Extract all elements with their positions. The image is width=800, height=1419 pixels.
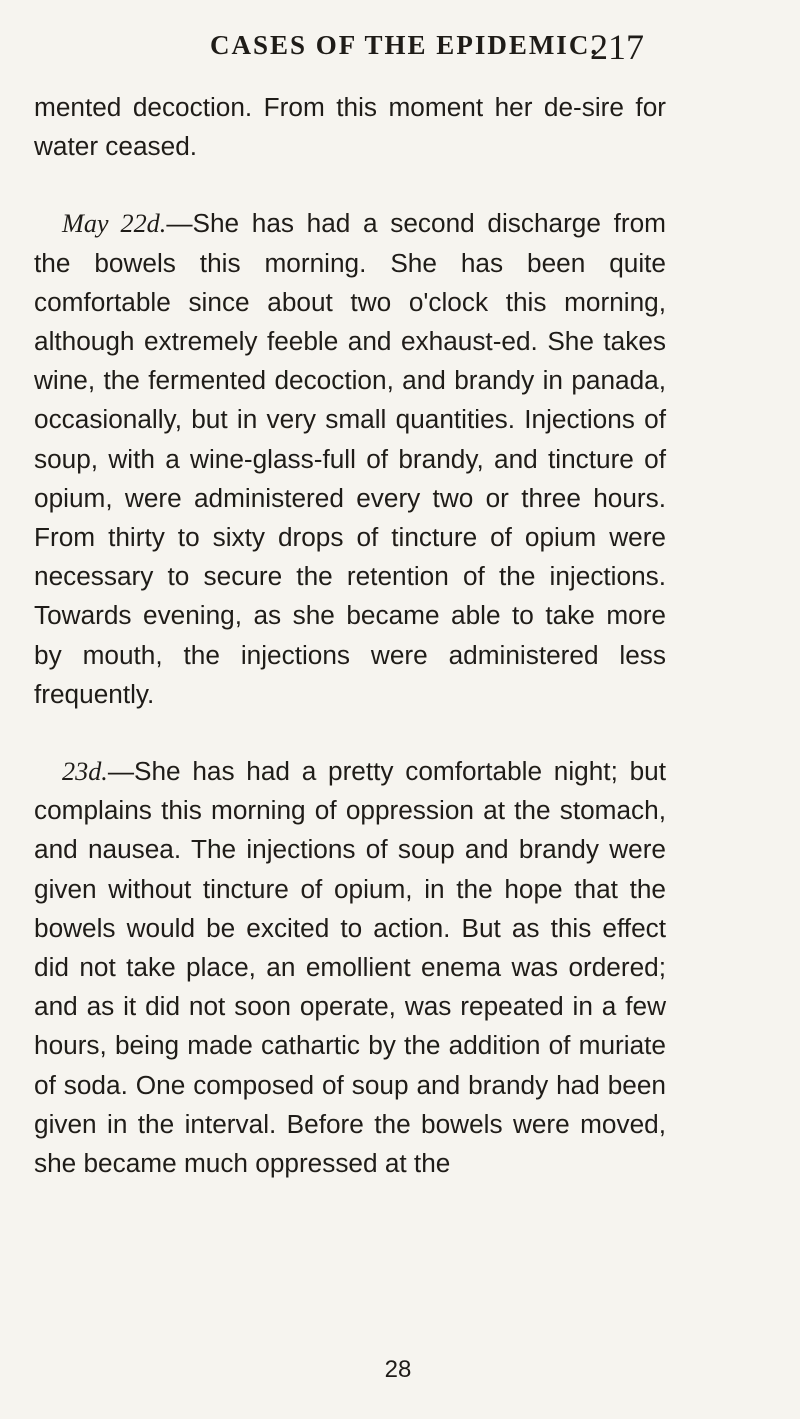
paragraph-text: —She has had a pretty comfortable night; but complains this morning of oppression at the stomach, and nausea. The injections of soup and brandy were given without tincture of opium, in the hope that the bowels would be excited to action. But as this effect did not take place, an emollient enema was ordered; and as it did not soon operate, was repeated in a few hours, being made cathartic by the addition of muriate of soda. One composed of soup and brandy had been given in the interval. Before the bowels were moved, she became much oppressed at the (34, 756, 666, 1179)
paragraph-continuation (34, 88, 666, 166)
paragraph-text: mented decoction. From this moment her de-sire for water ceased. (34, 92, 666, 162)
page-number: 217 (590, 27, 644, 67)
signature-number: 28 (384, 1356, 412, 1383)
paragraph-text: —She has had a second discharge from the bowels this morning. She has been quite comfortable since about two o'clock this morning, although extremely feeble and exhaust-ed. She takes wine, the fermented decoction, and brandy in panada, occasionally, but in very small quantities. Injections of soup, with a wine-glass-full of brandy, and tincture of opium, were administered every two or three hours. From thirty to sixty drops of tincture of opium were necessary to secure the retention of the injections. Towards evening, as she became able to take more by mouth, the injections were administered less frequently. (34, 208, 666, 709)
body-text (34, 88, 666, 1183)
paragraph-may-22 (34, 204, 666, 714)
running-head (0, 26, 800, 66)
entry-date: 23d. (62, 757, 108, 787)
signature-mark (0, 1356, 800, 1384)
entry-date: May 22d. (62, 209, 167, 239)
paragraph-23d (34, 752, 666, 1183)
running-title: CASES OF THE EPIDEMIC. (210, 30, 600, 60)
